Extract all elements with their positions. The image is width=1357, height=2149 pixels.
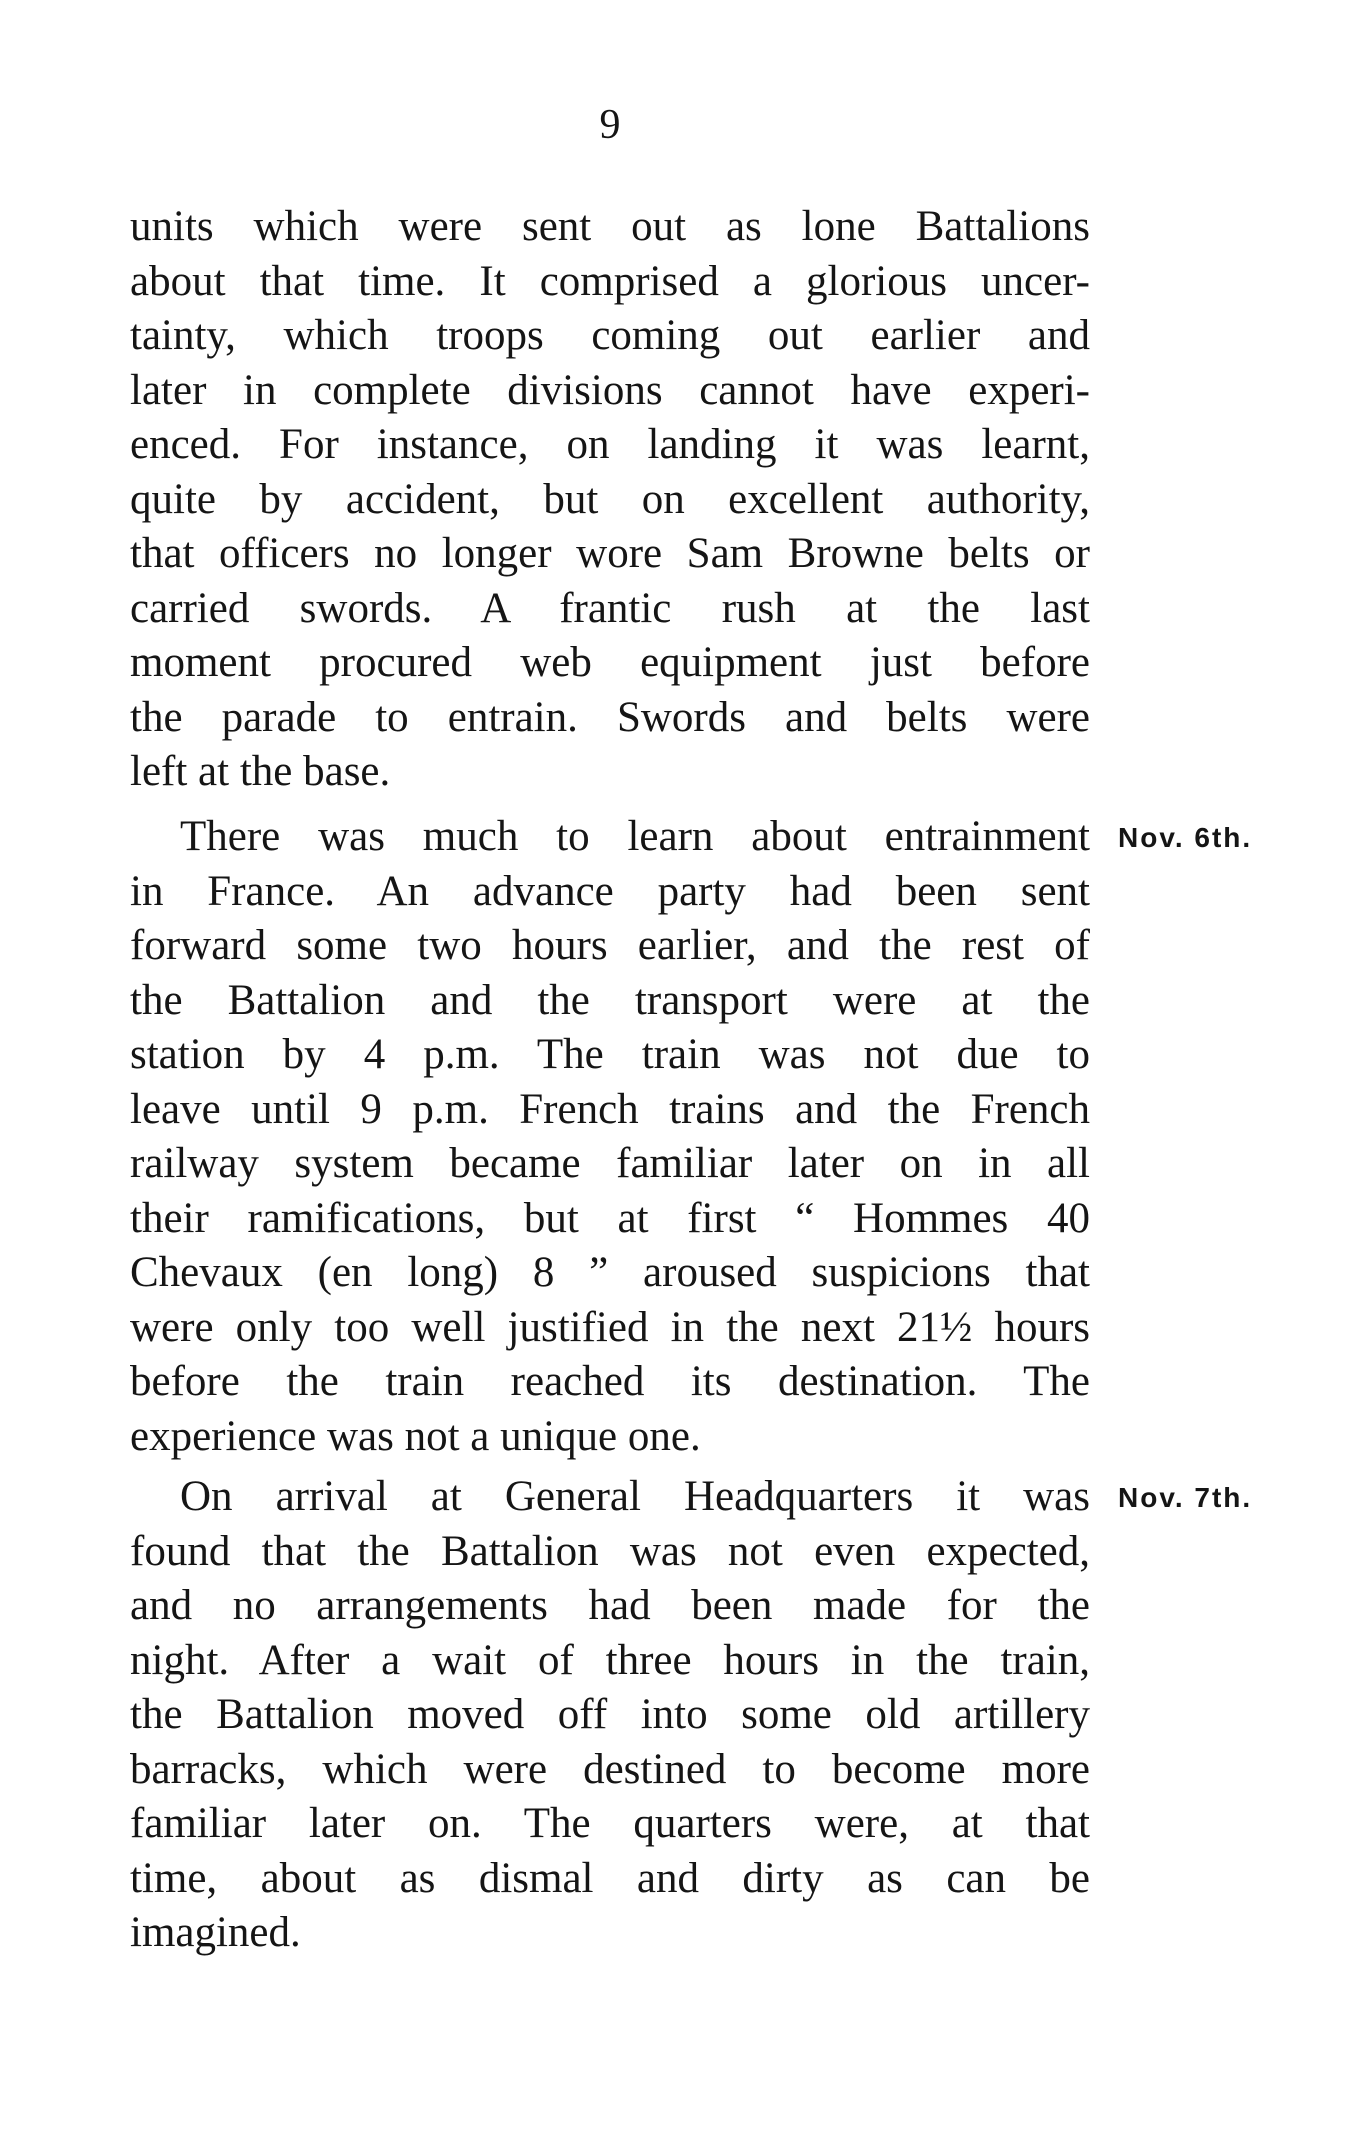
text-line: moment procured web equipment just before <box>130 639 1090 686</box>
paragraph-1 <box>130 200 1090 800</box>
text-line: found that the Battalion was not even expected, <box>130 1527 1090 1575</box>
margin-date-note: Nov. 7th. <box>1118 1482 1253 1513</box>
text-line: their ramifications, but at first “ Hommes 40 <box>130 1194 1090 1242</box>
text-line: the parade to entrain. Swords and belts were <box>130 693 1090 741</box>
text-line: railway system became familiar later on in all <box>130 1140 1090 1187</box>
text-line: imagined. <box>130 1909 301 1956</box>
text-line: and no arrangements had been made for the <box>130 1582 1090 1629</box>
text-line: enced. For instance, on landing it was learnt, <box>130 421 1090 468</box>
text-line: in France. An advance party had been sent <box>130 867 1090 915</box>
text-line: Chevaux (en long) 8 ” aroused suspicions that <box>130 1249 1090 1296</box>
text-line: carried swords. A frantic rush at the last <box>130 584 1090 632</box>
text-line: left at the base. <box>130 748 391 795</box>
text-line: the Battalion and the transport were at the <box>130 976 1090 1024</box>
text-line: leave until 9 p.m. French trains and the French <box>130 1085 1090 1133</box>
text-line: the Battalion moved off into some old artillery <box>130 1691 1090 1738</box>
text-line: that officers no longer wore Sam Browne belts or <box>130 530 1090 577</box>
margin-date-note: Nov. 6th. <box>1118 822 1253 853</box>
text-line: station by 4 p.m. The train was not due to <box>130 1031 1090 1078</box>
paragraph-3 <box>130 1470 1090 1961</box>
text-line: units which were sent out as lone Battalions <box>130 203 1090 250</box>
text-line: barracks, which were destined to become more <box>130 1745 1090 1793</box>
text-line: On arrival at General Headquarters it was <box>180 1473 1090 1520</box>
text-line: quite by accident, but on excellent authority, <box>130 475 1090 523</box>
text-line: time, about as dismal and dirty as can be <box>130 1854 1090 1902</box>
page-number: 9 <box>599 102 621 148</box>
text-line: night. After a wait of three hours in the train, <box>130 1636 1090 1684</box>
text-line: later in complete divisions cannot have experi- <box>130 366 1090 414</box>
text-line: were only too well justified in the next 21½ hours <box>130 1303 1090 1351</box>
text-line: tainty, which troops coming out earlier and <box>130 312 1090 359</box>
text-line: before the train reached its destination. The <box>130 1358 1090 1405</box>
text-line: familiar later on. The quarters were, at that <box>130 1800 1090 1847</box>
text-line: experience was not a unique one. <box>130 1412 701 1460</box>
text-line: forward some two hours earlier, and the rest of <box>130 922 1090 969</box>
text-line: There was much to learn about entrainment <box>180 813 1090 860</box>
paragraph-2 <box>130 810 1090 1464</box>
text-line: about that time. It comprised a glorious uncer- <box>130 257 1090 305</box>
